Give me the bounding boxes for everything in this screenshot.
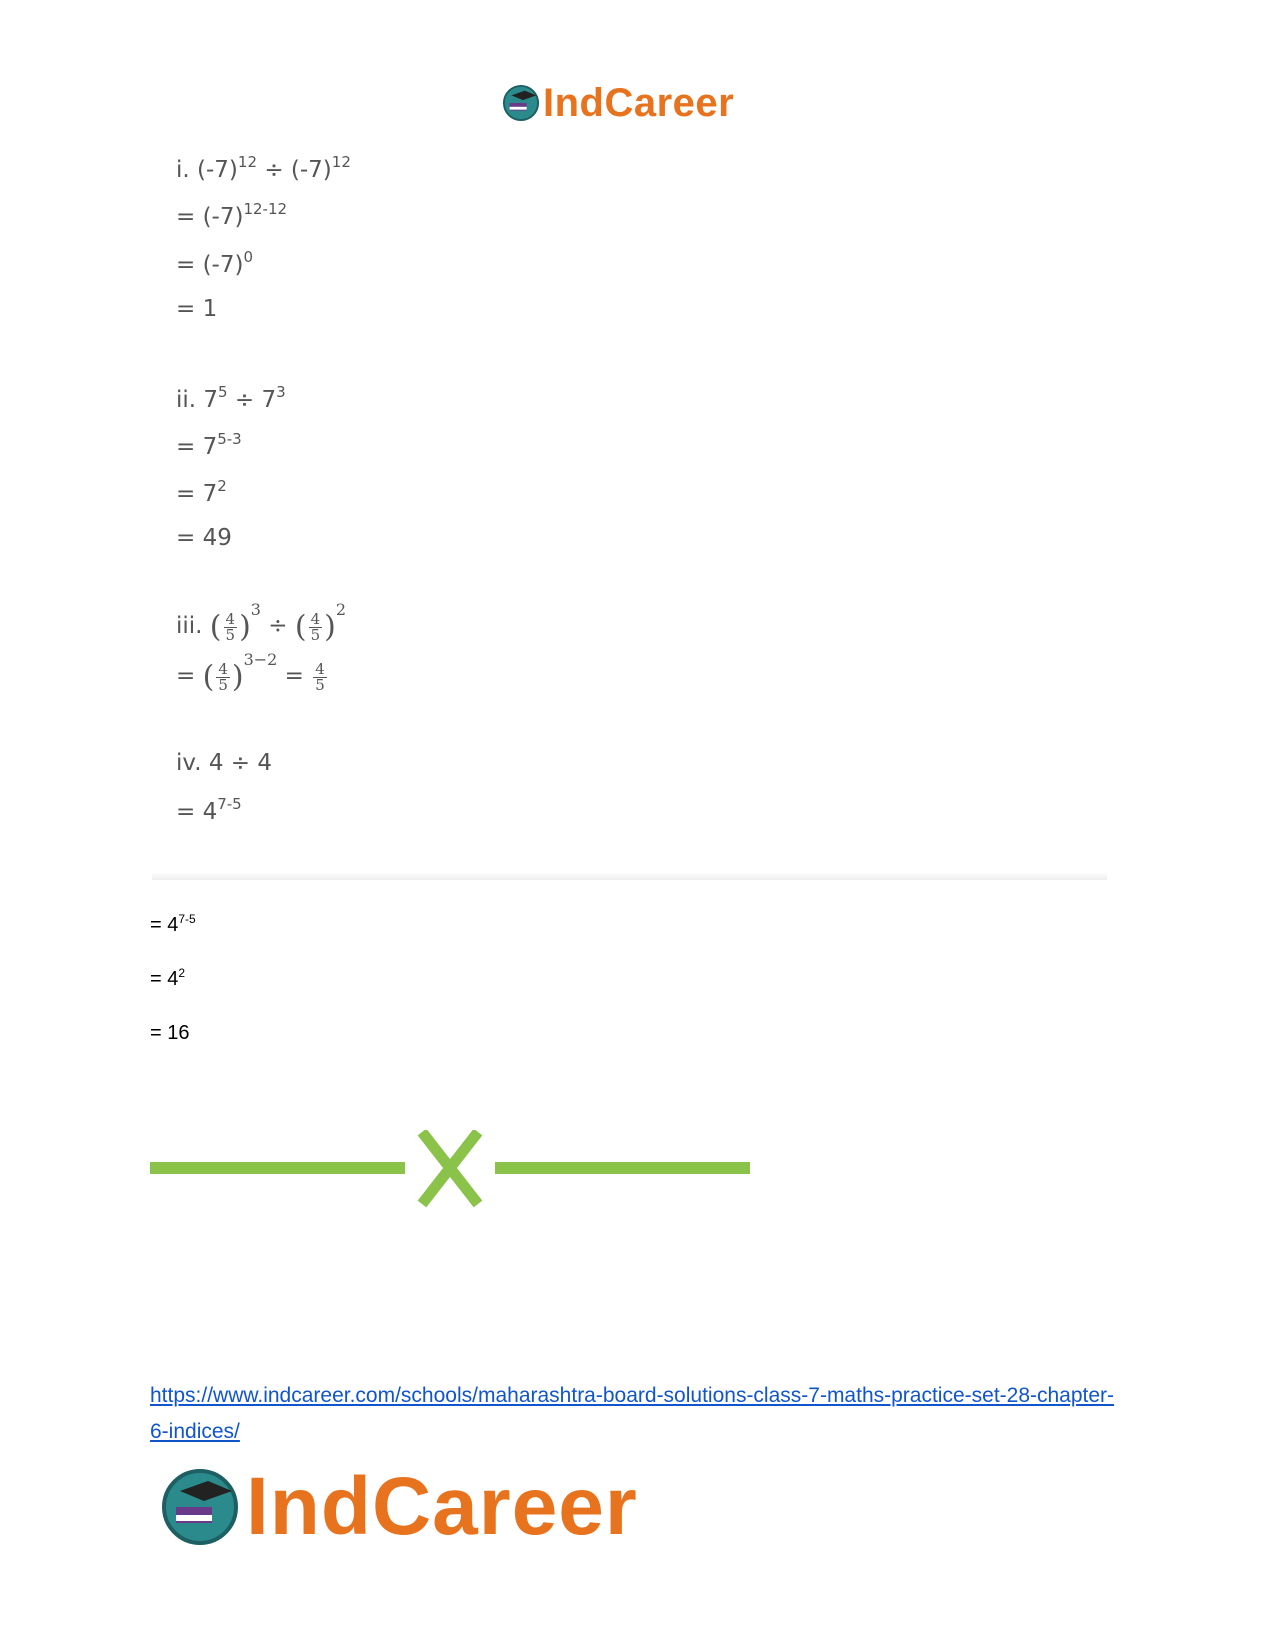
exponent: 3−2	[243, 650, 278, 669]
equals-sign: =	[284, 663, 304, 689]
numerator: 4	[225, 609, 236, 628]
exponent: 3	[276, 383, 286, 401]
expr-base: 7	[203, 387, 219, 413]
denominator: 5	[225, 625, 236, 644]
part-ii-step	[176, 477, 227, 507]
operator: ÷	[264, 157, 284, 183]
exponent: 5-3	[217, 430, 242, 448]
exponent: 3	[250, 600, 261, 619]
operator: ÷	[234, 387, 255, 413]
globe-graduation-cap-icon	[502, 84, 540, 122]
operator: ÷	[268, 613, 288, 639]
fraction-power: ( $\frac{4}{5}$ )$^3$ ÷ ( $\frac{4}{5}$ )$^2$	[209, 600, 347, 645]
divider-line-left	[150, 1162, 405, 1174]
numerator: 4	[218, 659, 228, 678]
part-label: ii.	[176, 387, 197, 413]
globe-graduation-cap-icon	[160, 1467, 240, 1547]
denominator: 5	[218, 675, 228, 694]
part-i-question	[176, 153, 351, 183]
logo-wordmark: IndCareer	[246, 1461, 638, 1552]
exponent: 2	[217, 477, 227, 495]
exponent: 12	[237, 153, 257, 171]
exponent: 5	[218, 383, 228, 401]
divider-line-right	[495, 1162, 750, 1174]
expr-base: = (-7)	[176, 252, 244, 278]
exponent: 2	[178, 966, 186, 980]
part-label: iv.	[176, 750, 202, 776]
expr-base: = 7	[176, 434, 218, 460]
part-ii-answer: = 49	[176, 525, 232, 551]
step-line	[150, 912, 196, 937]
numerator: 4	[315, 659, 325, 678]
part-iv-question	[176, 750, 272, 776]
exponent: 0	[243, 248, 254, 266]
section-divider	[150, 1130, 750, 1210]
exponent: 7-5	[217, 795, 242, 813]
part-i-step	[176, 248, 253, 278]
expr-base: = 7	[176, 481, 218, 507]
expr-base: = 4	[176, 799, 218, 825]
part-label: iii.	[176, 613, 203, 639]
expr-base: (-7)	[197, 157, 238, 183]
step-line	[150, 1020, 189, 1045]
fraction-power: = ( $\frac{4}{5}$ )$^{3-2}$ = $\frac{4}{5}$	[176, 650, 325, 695]
logo-wordmark: IndCareer	[543, 80, 735, 125]
fraction	[224, 609, 238, 644]
expr-base: = 16	[150, 1022, 190, 1044]
expr-base: = 4	[150, 914, 179, 936]
denominator: 5	[315, 675, 325, 694]
fraction	[216, 659, 230, 694]
expr-base: = (-7)	[176, 204, 244, 230]
expr-base: = 4	[150, 968, 179, 990]
fraction	[313, 659, 327, 694]
fraction	[309, 609, 323, 644]
part-label: i.	[176, 157, 190, 183]
part-iv-step	[176, 795, 242, 825]
part-iii-step	[176, 650, 329, 695]
part-i-answer: = 1	[176, 296, 218, 322]
expr-base: 7	[261, 387, 277, 413]
part-ii-step	[176, 430, 242, 460]
denominator: 5	[310, 625, 321, 644]
part-i-step	[176, 200, 287, 230]
header-logo	[502, 78, 734, 128]
step-line	[150, 966, 185, 991]
expression: 4 ÷ 4	[208, 750, 273, 776]
footer-logo	[160, 1462, 638, 1552]
exponent: 12-12	[243, 200, 288, 218]
part-ii-question	[176, 383, 286, 413]
exponent: 12	[331, 153, 351, 171]
equals-sign: =	[176, 663, 196, 689]
expr-base: (-7)	[290, 157, 332, 183]
divider-x-icon	[422, 1132, 478, 1204]
exponent: 2	[335, 600, 347, 619]
exponent: 7-5	[178, 912, 196, 926]
source-url-link[interactable]: https://www.indcareer.com/schools/maharashtra-board-solutions-class-7-maths-practice-set-28-chapter-6-indices/	[150, 1384, 1115, 1443]
numerator: 4	[310, 609, 321, 628]
solution-image	[152, 145, 1107, 880]
image-bottom-edge	[152, 872, 1107, 880]
part-iii-question	[176, 600, 346, 645]
